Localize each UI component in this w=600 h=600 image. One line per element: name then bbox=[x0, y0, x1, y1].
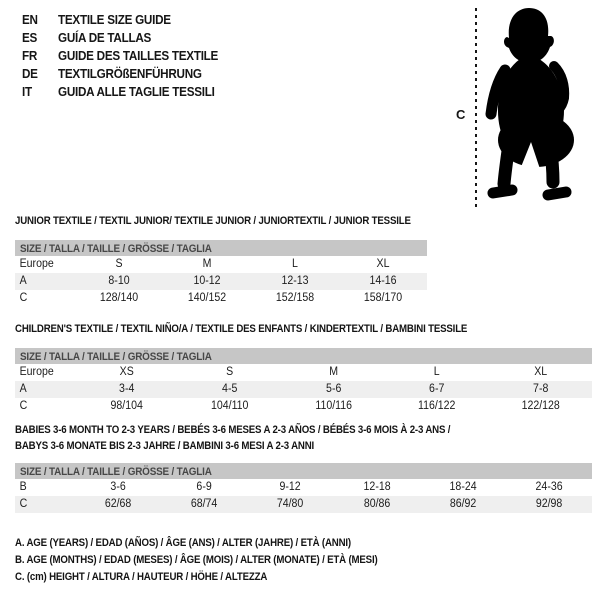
table-cell: S bbox=[226, 366, 234, 378]
table-cell: 7-8 bbox=[532, 383, 548, 395]
babies-size-table bbox=[15, 463, 592, 513]
table-cell: XL bbox=[376, 258, 390, 270]
table-cell: 24-36 bbox=[535, 481, 563, 493]
table-cell: 12-13 bbox=[281, 275, 309, 287]
table-cell: 68/74 bbox=[191, 498, 218, 510]
table-row bbox=[15, 398, 592, 415]
table-row bbox=[15, 256, 427, 273]
table-row bbox=[15, 290, 427, 307]
size-header-bar bbox=[15, 463, 592, 479]
table-cell: 3-6 bbox=[110, 481, 126, 493]
junior-size-table bbox=[15, 240, 427, 307]
footnote-line: B. AGE (MONTHS) / EDAD (MESES) / ÂGE (MOIS) / ALTER (MONATE) / ETÀ (MESI) bbox=[15, 554, 378, 566]
size-header-label: SIZE / TALLA / TAILLE / GRÖSSE / TAGLIA bbox=[20, 351, 212, 363]
row-label: C bbox=[19, 400, 28, 412]
language-code: IT bbox=[22, 84, 32, 99]
babies-title-line-1: BABIES 3-6 MONTH TO 2-3 YEARS / BEBÉS 3-6 MESES A 2-3 AÑOS / BÉBÉS 3-6 MOIS À 2-3 ANS / bbox=[15, 424, 451, 436]
row-label: Europe bbox=[19, 366, 54, 378]
footnotes bbox=[15, 535, 427, 586]
table-cell: 6-9 bbox=[196, 481, 212, 493]
language-code: FR bbox=[22, 48, 38, 63]
row-label: A bbox=[19, 275, 27, 287]
table-cell: 140/152 bbox=[187, 292, 227, 304]
table-cell: 14-16 bbox=[369, 275, 397, 287]
table-cell: 10-12 bbox=[193, 275, 221, 287]
table-cell: 62/68 bbox=[104, 498, 132, 510]
table-cell: 18-24 bbox=[449, 481, 477, 493]
baby-height-figure bbox=[450, 2, 598, 212]
table-row bbox=[15, 479, 592, 496]
language-title: TEXTILE SIZE GUIDE bbox=[58, 12, 171, 27]
table-cell: 98/104 bbox=[110, 400, 143, 412]
table-cell: 158/170 bbox=[363, 292, 403, 304]
table-row bbox=[15, 381, 592, 398]
language-title: GUÍA DE TALLAS bbox=[58, 30, 152, 45]
table-cell: L bbox=[292, 258, 298, 270]
table-row bbox=[15, 496, 592, 513]
children-table-title: CHILDREN'S TEXTILE / TEXTIL NIÑO/A / TEXTILE DES ENFANTS / KINDERTEXTIL / BAMBINI TESSILE bbox=[15, 323, 468, 335]
table-cell: 5-6 bbox=[325, 383, 342, 395]
table-cell: 122/128 bbox=[521, 400, 560, 412]
table-cell: 4-5 bbox=[222, 383, 238, 395]
size-header-bar bbox=[15, 240, 427, 256]
table-cell: M bbox=[329, 366, 338, 378]
language-code: ES bbox=[22, 30, 38, 45]
language-code: EN bbox=[22, 12, 38, 27]
table-cell: XL bbox=[533, 366, 547, 378]
row-label: Europe bbox=[19, 258, 54, 270]
language-title: GUIDA ALLE TAGLIE TESSILI bbox=[58, 84, 215, 99]
table-cell: 80/86 bbox=[363, 498, 390, 510]
size-header-label: SIZE / TALLA / TAILLE / GRÖSSE / TAGLIA bbox=[20, 243, 212, 255]
table-cell: 104/110 bbox=[211, 400, 249, 412]
table-cell: 110/116 bbox=[315, 400, 352, 412]
footnote-line: A. AGE (YEARS) / EDAD (AÑOS) / ÂGE (ANS) / ALTER (JAHRE) / ETÀ (ANNI) bbox=[15, 537, 351, 549]
junior-table-title: JUNIOR TEXTILE / TEXTIL JUNIOR/ TEXTILE JUNIOR / JUNIORTEXTIL / JUNIOR TESSILE bbox=[15, 215, 411, 227]
junior-table-rows bbox=[15, 256, 427, 307]
children-size-table bbox=[15, 348, 592, 415]
table-cell: 12-18 bbox=[363, 481, 391, 493]
table-row bbox=[15, 273, 427, 290]
row-label: A bbox=[19, 383, 27, 395]
language-title: TEXTILGRÖßENFÜHRUNG bbox=[58, 66, 202, 81]
language-row bbox=[22, 65, 236, 83]
table-cell: 3-4 bbox=[119, 383, 135, 395]
table-cell: 128/140 bbox=[99, 292, 139, 304]
table-cell: 9-12 bbox=[279, 481, 302, 493]
table-cell: 74/80 bbox=[277, 498, 304, 510]
row-label: B bbox=[19, 481, 27, 493]
table-cell: 6-7 bbox=[429, 383, 445, 395]
footnote-line: C. (cm) HEIGHT / ALTURA / HAUTEUR / HÖHE / ALTEZZA bbox=[15, 571, 268, 583]
children-table-rows bbox=[15, 364, 592, 415]
language-title: GUIDE DES TAILLES TEXTILE bbox=[58, 48, 219, 63]
table-cell: XS bbox=[119, 366, 134, 378]
language-row bbox=[22, 11, 236, 29]
language-guide bbox=[22, 11, 236, 101]
row-label: C bbox=[19, 292, 28, 304]
row-label: C bbox=[19, 498, 28, 510]
language-row bbox=[22, 29, 236, 47]
language-row bbox=[22, 83, 236, 101]
table-cell: S bbox=[115, 258, 123, 270]
table-cell: 116/122 bbox=[418, 400, 456, 412]
babies-title-line-2: BABYS 3-6 MONATE BIS 2-3 JAHRE / BAMBINI 3-6 MESI A 2-3 ANNI bbox=[15, 440, 315, 452]
language-code: DE bbox=[22, 66, 38, 81]
table-cell: 152/158 bbox=[275, 292, 315, 304]
language-row bbox=[22, 47, 236, 65]
table-cell: M bbox=[202, 258, 212, 270]
table-cell: 8-10 bbox=[108, 275, 130, 287]
table-row bbox=[15, 364, 592, 381]
babies-table-rows bbox=[15, 479, 592, 513]
baby-silhouette-icon bbox=[491, 8, 574, 195]
babies-table-title bbox=[15, 422, 450, 454]
table-cell: 92/98 bbox=[535, 498, 563, 510]
table-cell: 86/92 bbox=[449, 498, 477, 510]
size-header-label: SIZE / TALLA / TAILLE / GRÖSSE / TAGLIA bbox=[20, 466, 212, 478]
table-cell: L bbox=[433, 366, 440, 378]
size-header-bar bbox=[15, 348, 592, 364]
height-measure-label: C bbox=[456, 107, 466, 122]
